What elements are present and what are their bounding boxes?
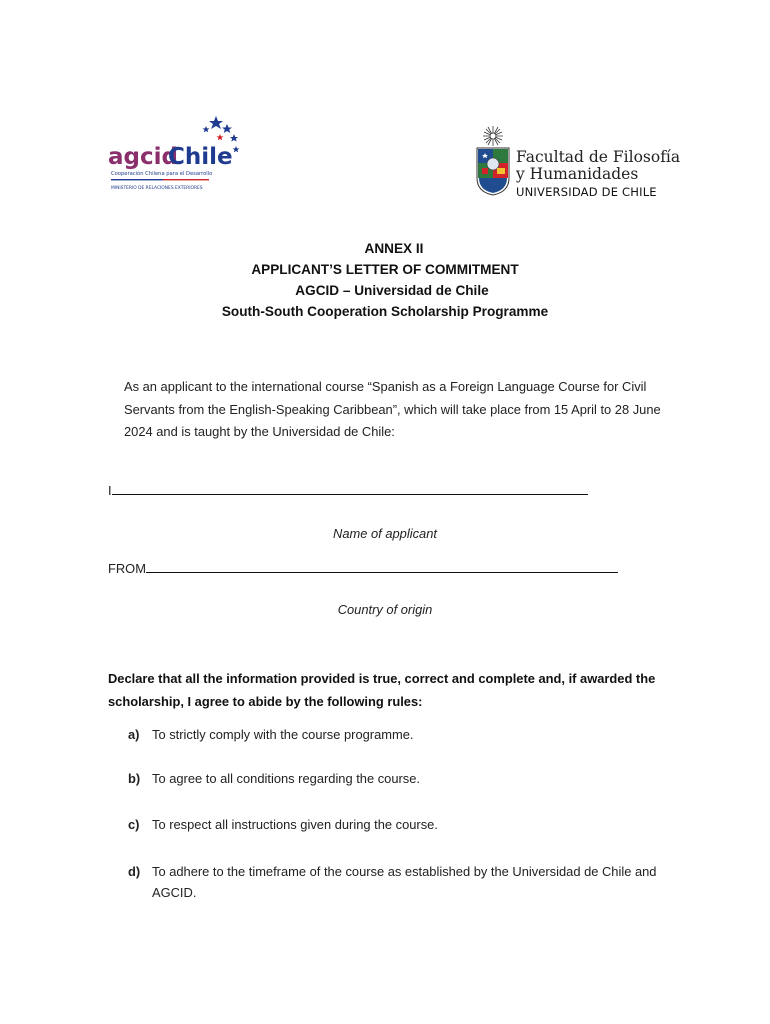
declaration-paragraph: Declare that all the information provided is true, correct and complete and, if awarded the scholarship, I agree to abide by the following rules: [108, 671, 656, 709]
letter-title: APPLICANT’S LETTER OF COMMITMENT [251, 262, 519, 277]
rule-letter: b) [128, 771, 141, 786]
rule-text: To agree to all conditions regarding the course. [152, 771, 421, 786]
country-underline[interactable] [146, 560, 618, 573]
country-field[interactable] [108, 560, 618, 576]
country-caption: Country of origin [337, 602, 433, 617]
faculty-logo [473, 124, 681, 200]
rule-item-c [128, 814, 668, 835]
university-name: UNIVERSIDAD DE CHILE [516, 185, 657, 199]
university-crest-icon [473, 124, 513, 196]
annex-title: ANNEX II [364, 241, 424, 256]
name-caption: Name of applicant [333, 526, 437, 541]
rule-text: To strictly comply with the course programme. [152, 727, 414, 742]
agcid-wordmark-agcid: agcid [108, 144, 178, 170]
rule-item-d [128, 861, 668, 903]
rule-text: To adhere to the timeframe of the course as established by the Universidad de Chile and AGCID. [152, 864, 657, 900]
rule-letter: c) [128, 817, 140, 832]
name-underline[interactable] [112, 482, 588, 495]
intro-paragraph: As an applicant to the international course “Spanish as a Foreign Language Course for Civil Servants from the English-Speaking Caribbean”, which will take place from 15 April to 28 June 2024 and is taught by the Universidad de Chile: [124, 379, 661, 439]
rule-item-a [128, 724, 668, 745]
agcid-tagline: Cooperación Chilena para el Desarrollo [111, 171, 213, 177]
faculty-name-line1: Facultad de Filosofía [516, 148, 681, 166]
institution-title: AGCID – Universidad de Chile [295, 283, 489, 298]
agcid-wordmark-chile: Chile [168, 144, 233, 170]
document-heading [0, 238, 770, 322]
rule-text: To respect all instructions given during the course. [152, 817, 438, 832]
applicant-name-field[interactable] [108, 482, 588, 498]
programme-title: South-South Cooperation Scholarship Programme [221, 304, 549, 319]
rule-item-b [128, 768, 668, 789]
name-prefix: I [108, 483, 112, 498]
faculty-name-line2: y Humanidades [516, 165, 639, 183]
rule-letter: d) [128, 864, 141, 879]
agcid-ministry: MINISTERIO DE RELACIONES EXTERIORES [111, 186, 203, 191]
agcid-chile-logo [108, 112, 244, 198]
country-prefix: FROM [108, 561, 146, 576]
rule-letter: a) [128, 727, 140, 742]
